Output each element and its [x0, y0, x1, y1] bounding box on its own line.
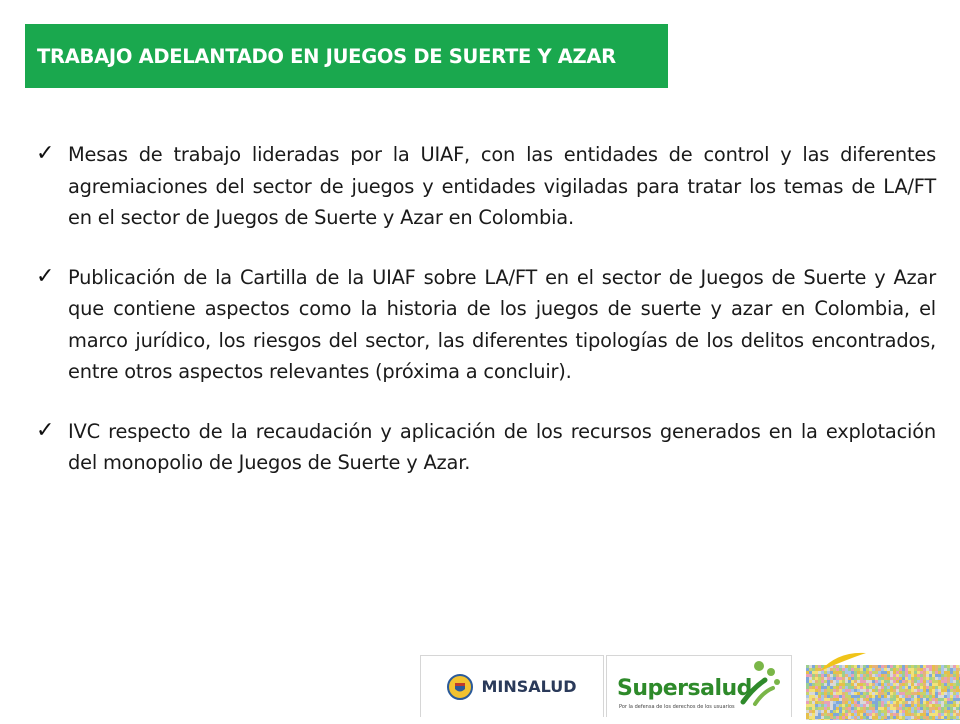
decorative-graphic [806, 665, 960, 720]
list-item [36, 139, 936, 234]
minsalud-logo [420, 655, 604, 717]
supersalud-tagline: Por la defensa de los derechos de los usuarios [619, 704, 735, 710]
supersalud-logo [606, 655, 792, 717]
check-icon: ✓ [36, 417, 55, 443]
bullet-list [36, 139, 936, 507]
bullet-text: Publicación de la Cartilla de la UIAF sobre LA/FT en el sector de Juegos de Suerte y Azar que contiene aspectos como la historia de los juegos de suerte y azar en Colombia, el marco jurídico, los riesgos del sector, las diferentes tipologías de los delitos encontrados, entre otros aspectos relevantes (próxima a concluir). [68, 265, 936, 383]
footer-logos [420, 655, 960, 720]
minsalud-label: MINSALUD [481, 677, 577, 696]
colombia-shield-icon [447, 673, 473, 701]
people-icon [737, 658, 787, 708]
list-item [36, 262, 936, 388]
list-item [36, 416, 936, 479]
bullet-text: Mesas de trabajo lideradas por la UIAF, con las entidades de control y las diferentes agremiaciones del sector de juegos y entidades vigiladas para tratar los temas de LA/FT en el sector de Juegos de Suerte y Azar en Colombia. [68, 143, 936, 229]
check-icon: ✓ [36, 263, 55, 289]
supersalud-label: Supersalud [617, 676, 752, 701]
check-icon: ✓ [36, 141, 55, 166]
leaf-icon [818, 651, 868, 673]
bullet-text: IVC respecto de la recaudación y aplicación de los recursos generados en la explotación del monopolio de Juegos de Suerte y Azar. [68, 419, 936, 474]
mosaic-pattern [806, 665, 960, 720]
title-banner [25, 24, 668, 88]
page-title: TRABAJO ADELANTADO EN JUEGOS DE SUERTE Y AZAR [37, 44, 616, 68]
